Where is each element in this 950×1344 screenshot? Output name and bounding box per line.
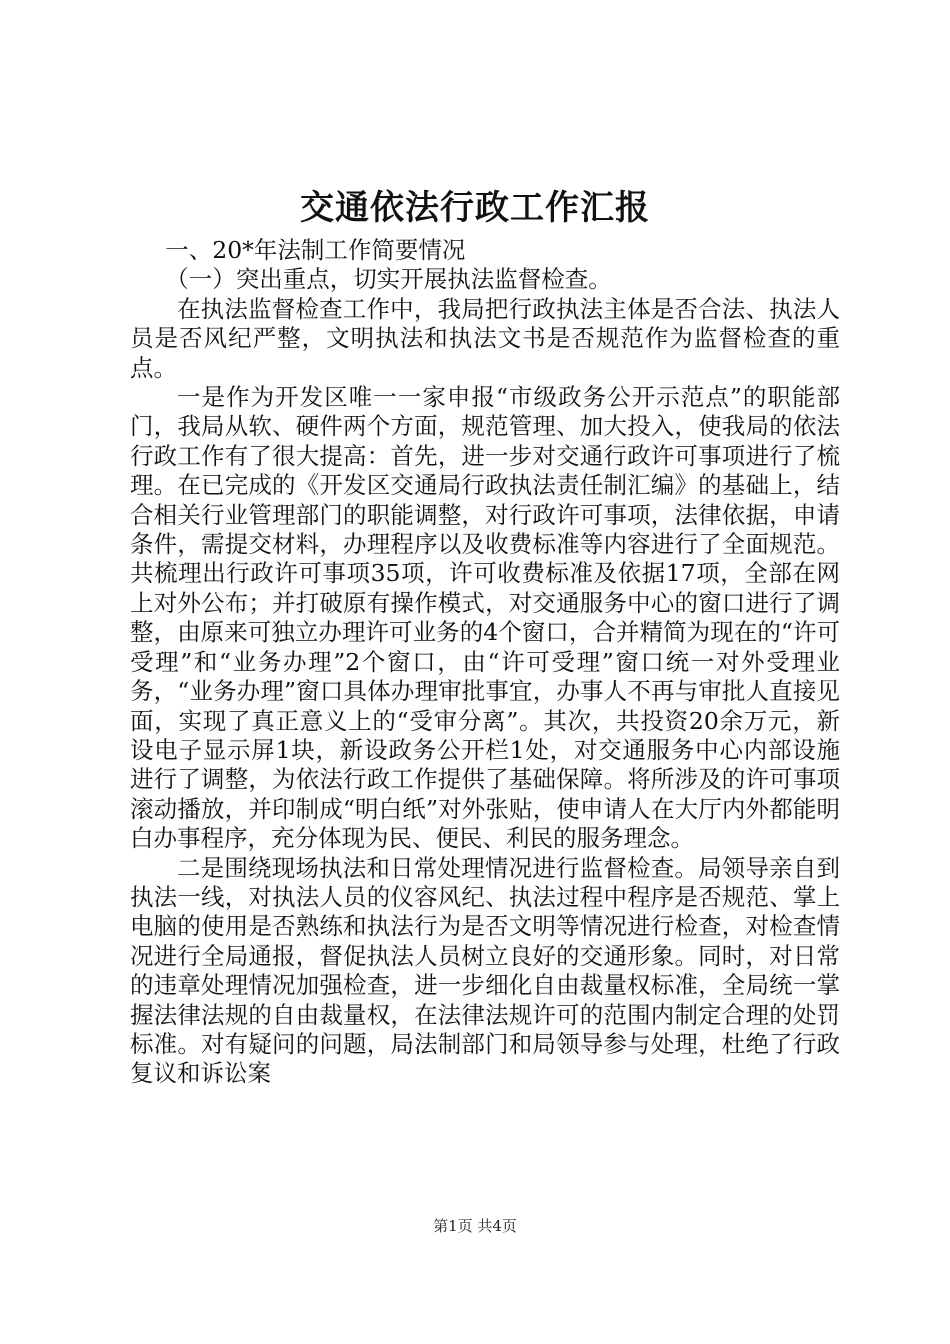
document-body — [130, 236, 840, 1089]
section-heading: 一、20*年法制工作简要情况 — [165, 236, 466, 264]
page-number-footer: 第1页 共4页 — [433, 1217, 517, 1235]
body-paragraph: 一是作为开发区唯一一家申报“市级政务公开示范点”的职能部门，我局从软、硬件两个方面，规范管理、加大投入，使我局的依法行政工作有了很大提高：首先，进一步对交通行政许可事项进行了梳理。在已完成的《开发区交通局行政执法责任制汇编》的基础上，结合相关行业管理部门的职能调整，对行政许可事项，法律依据，申请条件，需提交材料，办理程序以及收费标准等内容进行了全面规范。共梳理出行政许可事项35项，许可收费标准及依据17项，全部在网上对外公布；并打破原有操作模式，对交通服务中心的窗口进行了调整，由原来可独立办理许可业务的4个窗口，合并精简为现在的“许可受理”和“业务办理”2个窗口，由“许可受理”窗口统一对外受理业务，“业务办理”窗口具体办理审批事宜，办事人不再与审批人直接见面，实现了真正意义上的“受审分离”。其次，共投资20余万元，新设电子显示屏1块，新设政务公开栏1处，对交通服务中心内部设施进行了调整，为依法行政工作提供了基础保障。将所涉及的许可事项滚动播放，并印制成“明白纸”对外张贴，使申请人在大厅内外都能明白办事程序，充分体现为民、便民、利民的服务理念。 — [130, 383, 840, 853]
subsection-heading: （一）突出重点，切实开展执法监督检查。 — [165, 265, 612, 294]
body-paragraph: 二是围绕现场执法和日常处理情况进行监督检查。局领导亲自到执法一线，对执法人员的仪容风纪、执法过程中程序是否规范、掌上电脑的使用是否熟练和执法行为是否文明等情况进行检查，对检查情况进行全局通报，督促执法人员树立良好的交通形象。同时，对日常的违章处理情况加强检查，进一步细化自由裁量权标准，全局统一掌握法律法规的自由裁量权，在法律法规许可的范围内制定合理的处罚标准。对有疑问的问题，局法制部门和局领导参与处理，杜绝了行政复议和诉讼案 — [130, 853, 840, 1088]
document-title: 交通依法行政工作汇报 — [300, 188, 650, 228]
body-paragraph: 在执法监督检查工作中，我局把行政执法主体是否合法、执法人员是否风纪严整，文明执法和执法文书是否规范作为监督检查的重点。 — [130, 294, 840, 382]
